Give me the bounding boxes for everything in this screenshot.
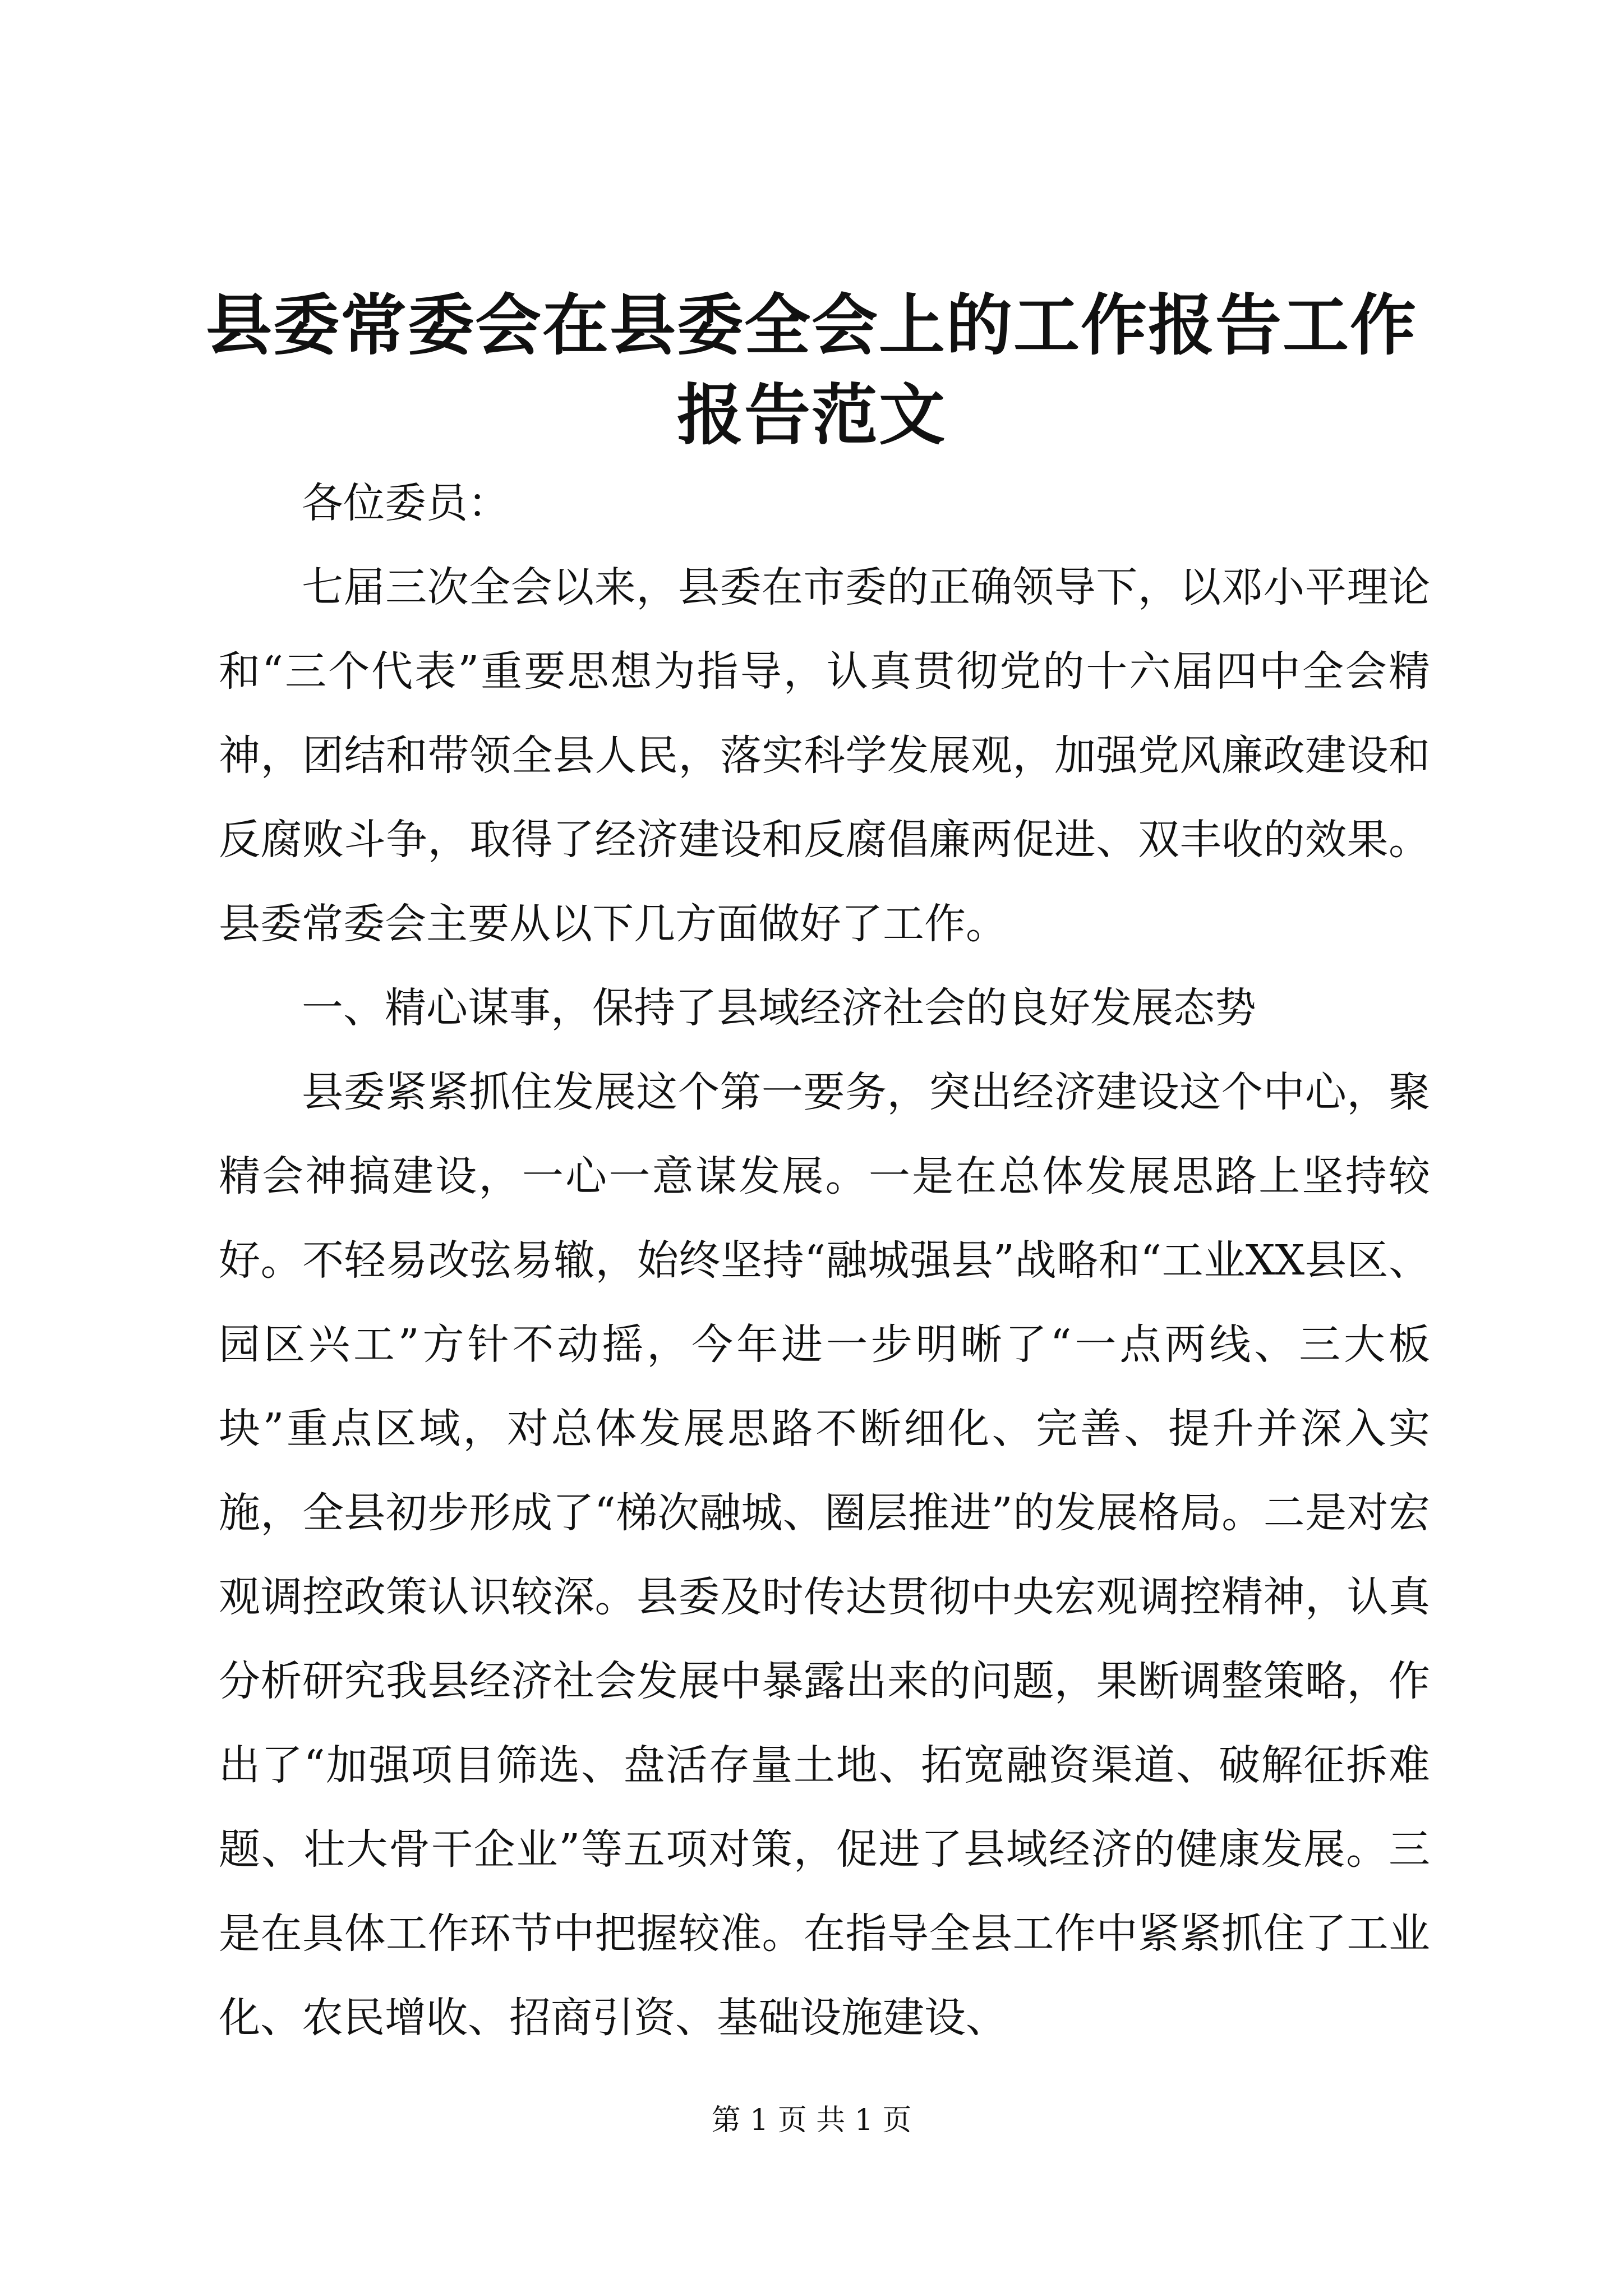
section-heading-paragraph: 一、精心谋事，保持了县域经济社会的良好发展态势 bbox=[302, 984, 1256, 1032]
document-body bbox=[219, 461, 1430, 2060]
section-body-paragraph: 县委紧紧抓住发展这个第一要务，突出经济建设这个中心，聚精会神搞建设，一心一意谋发展。一是在总体发展思路上坚持较好。不轻易改弦易辙，始终坚持“融城强县”战略和“工业XX县区、园区兴工”方针不动摇，今年进一步明晰了“一点两线、三大板块”重点区域，对总体发展思路不断细化、完善、提升并深入实施，全县初步形成了“梯次融城、圈层推进”的发展格局。二是对宏观调控政策认识较深。县委及时传达贯彻中央宏观调控精神，认真分析研究我县经济社会发展中暴露出来的问题，果断调整策略，作出了“加强项目筛选、盘活存量土地、拓宽融资渠道、破解征拆难题、壮大骨干企业”等五项对策，促进了县域经济的健康发展。三是在具体工作环节中把握较准。在指导全县工作中紧紧抓住了工业化、农民增收、招商引资、基础设施建设、 bbox=[219, 1068, 1430, 2042]
document-title: 县委常委会在县委全会上的工作报告工作报告范文 bbox=[205, 286, 1417, 454]
intro-paragraph: 七届三次全会以来，县委在市委的正确领导下，以邓小平理论和“三个代表”重要思想为指导，认真贯彻党的十六届四中全会精神，团结和带领全县人民，落实科学发展观，加强党风廉政建设和反腐败斗争，取得了经济建设和反腐倡廉两促进、双丰收的效果。县委常委会主要从以下几方面做好了工作。 bbox=[219, 563, 1430, 948]
page-footer: 第 1 页 共 1 页 bbox=[711, 2104, 912, 2137]
salutation-paragraph: 各位委员： bbox=[302, 479, 509, 527]
